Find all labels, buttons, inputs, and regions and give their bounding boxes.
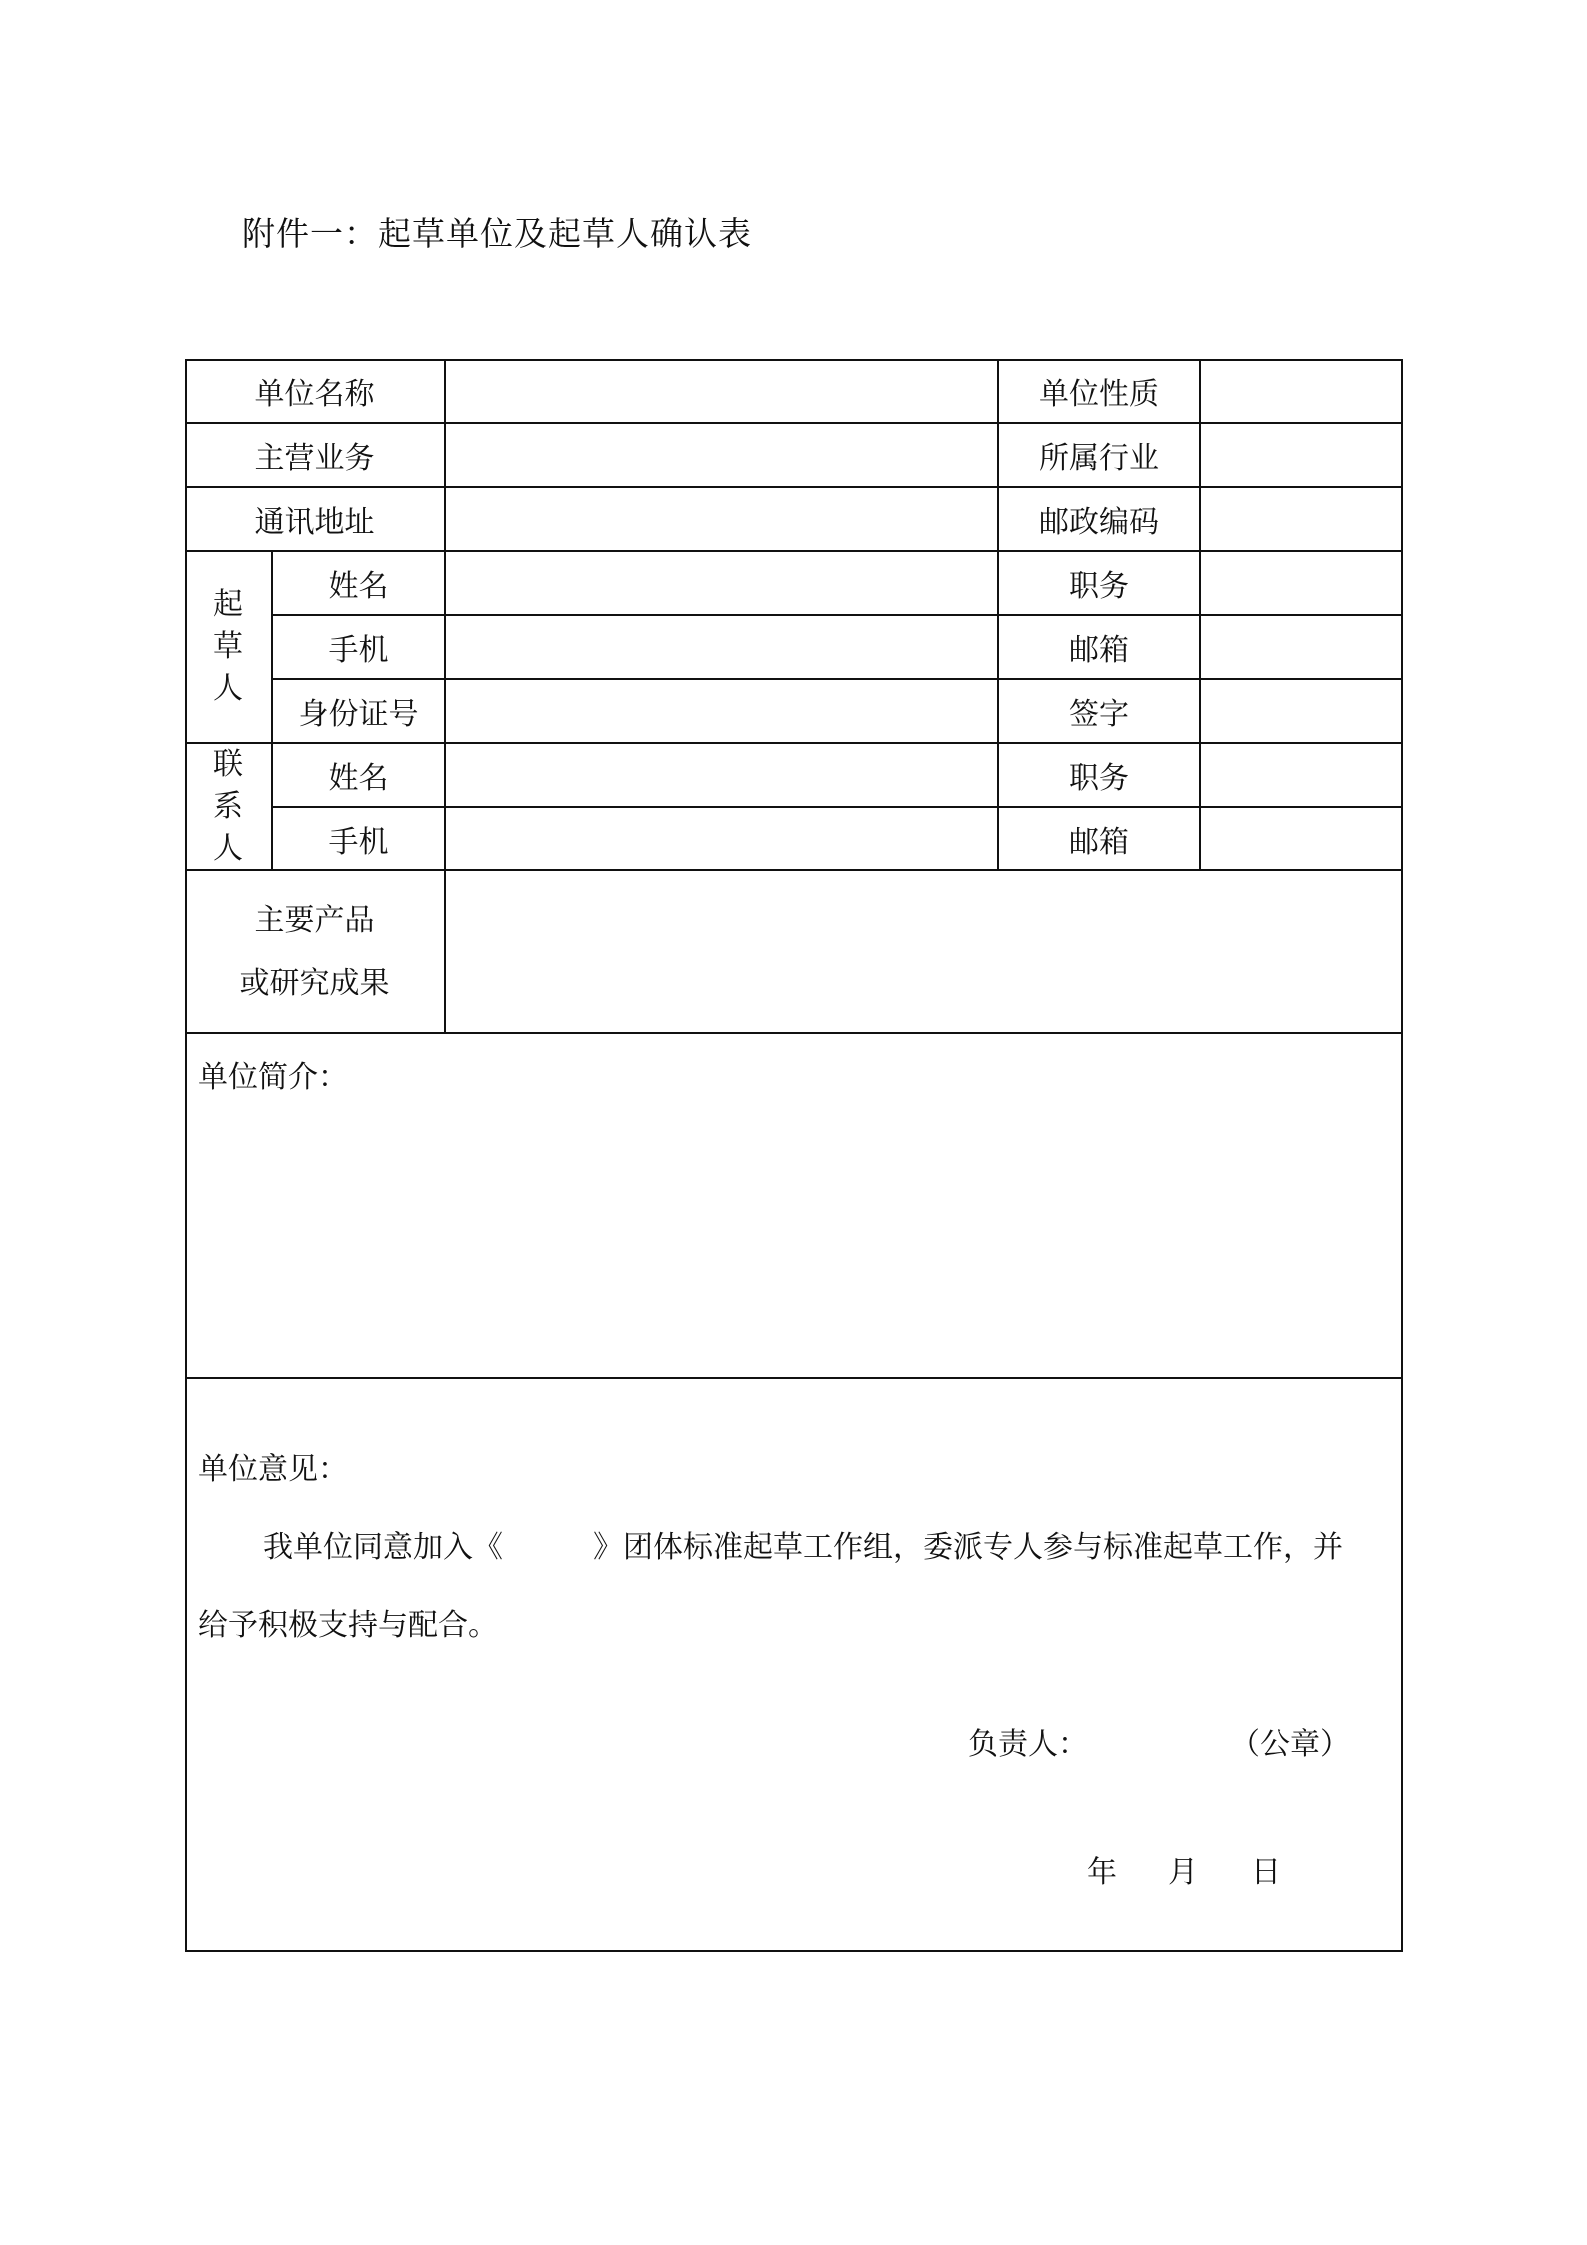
products-field[interactable] xyxy=(446,871,1401,1032)
drafter-id-field[interactable] xyxy=(446,680,997,742)
drafter-group-label: 起 草 人 xyxy=(213,587,243,706)
main-business-field[interactable] xyxy=(446,424,997,486)
row-divider xyxy=(185,1377,1403,1379)
month-label: 月 xyxy=(1168,1855,1198,1890)
signer-label: 负责人： xyxy=(968,1727,1088,1762)
intro-field[interactable] xyxy=(187,1099,1401,1375)
contact-email-field[interactable] xyxy=(1201,808,1401,869)
year-label: 年 xyxy=(1087,1855,1117,1890)
drafter-position-label: 职务 xyxy=(1069,569,1129,604)
table-border xyxy=(1401,359,1403,1952)
drafter-phone-field[interactable] xyxy=(446,616,997,678)
postal-code-label: 邮政编码 xyxy=(1039,505,1159,540)
address-label: 通讯地址 xyxy=(254,505,375,540)
industry-label: 所属行业 xyxy=(1039,441,1159,476)
contact-position-field[interactable] xyxy=(1201,744,1401,806)
contact-name-field[interactable] xyxy=(446,744,997,806)
drafter-signature-field[interactable] xyxy=(1201,680,1401,742)
drafter-name-field[interactable] xyxy=(446,552,997,614)
page-title: 附件一：起草单位及起草人确认表 xyxy=(242,214,752,253)
drafter-email-field[interactable] xyxy=(1201,616,1401,678)
day-label: 日 xyxy=(1251,1855,1281,1890)
confirmation-form xyxy=(185,359,1403,1952)
products-label: 主要产品 或研究成果 xyxy=(239,902,390,1001)
drafter-phone-label: 手机 xyxy=(328,633,389,668)
unit-nature-label: 单位性质 xyxy=(1039,376,1159,412)
drafter-id-label: 身份证号 xyxy=(298,697,419,732)
address-field[interactable] xyxy=(446,488,997,550)
industry-field[interactable] xyxy=(1201,424,1401,486)
seal-label: （公章） xyxy=(1230,1727,1350,1762)
contact-group-label: 联 系 人 xyxy=(213,746,243,866)
contact-name-label: 姓名 xyxy=(328,761,389,796)
unit-name-label: 单位名称 xyxy=(254,376,375,412)
intro-label: 单位简介： xyxy=(198,1060,348,1095)
drafter-name-label: 姓名 xyxy=(328,569,389,604)
drafter-position-field[interactable] xyxy=(1201,552,1401,614)
postal-code-field[interactable] xyxy=(1201,488,1401,550)
table-border xyxy=(185,1950,1403,1952)
signer-field[interactable] xyxy=(1085,1711,1205,1755)
main-business-label: 主营业务 xyxy=(254,441,375,476)
unit-nature-field[interactable] xyxy=(1201,361,1401,422)
contact-phone-label: 手机 xyxy=(328,824,389,860)
drafter-email-label: 邮箱 xyxy=(1069,633,1129,668)
row-divider xyxy=(185,1032,1403,1034)
contact-phone-field[interactable] xyxy=(446,808,997,869)
contact-position-label: 职务 xyxy=(1069,761,1129,796)
opinion-label: 单位意见： xyxy=(198,1452,348,1487)
opinion-body-line2: 给予积极支持与配合。 xyxy=(198,1608,498,1643)
contact-email-label: 邮箱 xyxy=(1069,824,1129,860)
drafter-signature-label: 签字 xyxy=(1069,697,1129,732)
unit-name-field[interactable] xyxy=(446,361,997,422)
opinion-body-line1: 我单位同意加入《 》团体标准起草工作组，委派专人参与标准起草工作，并 xyxy=(263,1530,1343,1565)
